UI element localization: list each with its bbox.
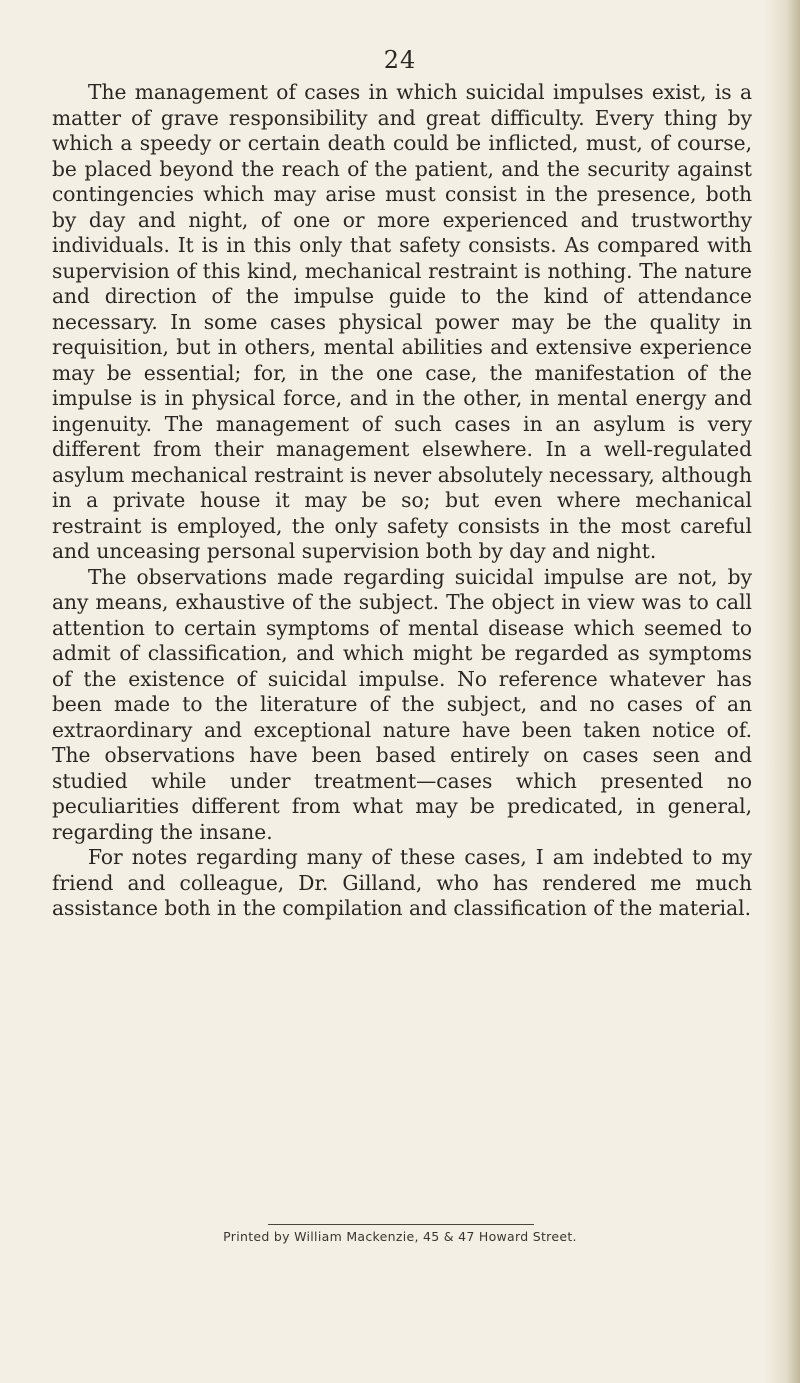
printer-imprint: Printed by William Mackenzie, 45 & 47 Howard Street.: [223, 1229, 577, 1244]
paragraph-observations: The observations made regarding suicidal impulse are not, by any means, exhaustive of the subject. The object in view was to call attention to certain symptoms of mental disease which seemed to admit of classification, and which might be regarded as symptoms of the existence of suicidal impulse. No reference whatever has been made to the literature of the subject, and no cases of an extraordinary and exceptional nature have been taken notice of. The observations have been based entirely on cases seen and studied while under treatment—cases which presented no peculiarities different from what may be predicated, in general, regarding the insane.: [52, 564, 752, 844]
body-text: [52, 80, 752, 922]
page-number: 24: [383, 46, 417, 74]
paragraph-acknowledgement: For notes regarding many of these cases, I am indebted to my friend and colleague, Dr. Gilland, who has rendered me much assistance both in the compilation and classification of the material.: [52, 845, 752, 920]
page-edge-shading: [764, 0, 800, 1383]
paragraph-management: The management of cases in which suicidal impulses exist, is a matter of grave responsibility and great difficulty. Every thing by which a speedy or certain death could be inflicted, must, of course, be placed beyond the reach of the patient, and the security against contingencies which may arise must consist in the presence, both by day and night, of one or more experienced and trustworthy individuals. It is in this only that safety consists. As compared with supervision of this kind, mechanical restraint is nothing. The nature and direction of the impulse guide to the kind of attendance necessary. In some cases physical power may be the quality in requisition, but in others, mental abilities and extensive experience may be essential; for, in the one case, the manifestation of the impulse is in physical force, and in the other, in mental energy and ingenuity. The management of such cases in an asylum is very different from their management elsewhere. In a well-regulated asylum mechanical restraint is never absolutely necessary, although in a private house it may be so; but even where mechanical restraint is employed, the only safety consists in the most careful and unceasing personal supervision both by day and night.: [52, 80, 752, 563]
footer-divider: [268, 1224, 534, 1225]
